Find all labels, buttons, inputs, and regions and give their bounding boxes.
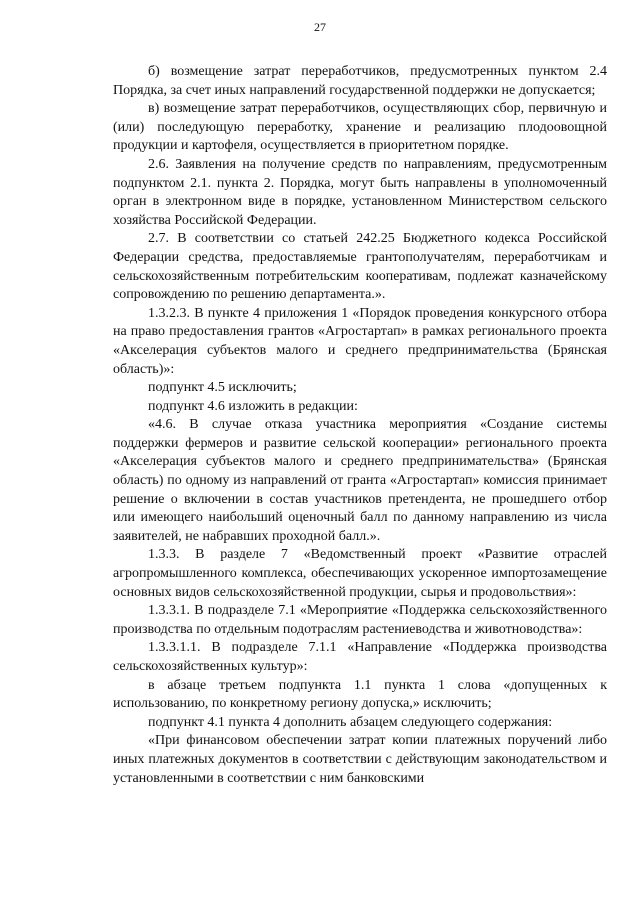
page-number: 27 — [314, 20, 326, 34]
paragraph-4-1-add: подпункт 4.1 пункта 4 дополнить абзацем следующего содержания: — [148, 714, 553, 730]
paragraph-2-6: 2.6. Заявления на получение средств по направлениям, предусмотренным подпунктом 2.1. пункта 2. Порядка, могут быть направлены в уполномоченный орган в электронном виде в порядке, установленном Министерством сельского хозяйства Российской Федерации. — [113, 156, 607, 228]
paragraph-b-processors: б) возмещение затрат переработчиков, предусмотренных пунктом 2.4 Порядка, за счет иных направлений государственной поддержки не допускается; — [113, 64, 607, 98]
document-body — [113, 63, 607, 788]
paragraph-1-3-2-3: 1.3.2.3. В пункте 4 приложения 1 «Порядок проведения конкурсного отбора на право предоставления грантов «Агростартап» в рамках регионального проекта «Акселерация субъектов малого и среднего предпринимательства (Брянская область)»: — [113, 305, 607, 377]
paragraph-2-7: 2.7. В соответствии со статьей 242.25 Бюджетного кодекса Российской Федерации средства, предоставляемые грантополучателям, переработчикам и сельскохозяйственным потребительским кооперативам, подлежат казначейскому сопровождению по решению департамента.». — [113, 231, 607, 303]
paragraph-financial-support: «При финансовом обеспечении затрат копии платежных поручений либо иных платежных документов в соответствии с действующим законодательством и установленными в соответствии с ним банковскими — [113, 733, 607, 786]
paragraph-v-processors: в) возмещение затрат переработчиков, осуществляющих сбор, первичную и (или) последующую переработку, хранение и реализацию плодоовощной продукции и картофеля, осуществляется в приоритетном порядке. — [113, 101, 607, 154]
paragraph-revise-4-6: подпункт 4.6 изложить в редакции: — [148, 398, 358, 414]
paragraph-4-6-text: «4.6. В случае отказа участника мероприятия «Создание системы поддержки фермеров и развитие сельской кооперации» регионального проекта «Акселерация субъектов малого и среднего предпринимательства» (Брянская область) по одному из направлений от гранта «Агростартап» комиссия принимает решение о включении в состав участников претендента, не прошедшего отбор или имеющего наибольший оценочный балл по данному направлению из числа заявителей, не набравших проходной балл.». — [113, 417, 607, 544]
paragraph-abzac-1-1: в абзаце третьем подпункта 1.1 пункта 1 слова «допущенных к использованию, по конкретному региону допуска,» исключить; — [113, 677, 607, 712]
paragraph-1-3-3: 1.3.3. В разделе 7 «Ведомственный проект «Развитие отраслей агропромышленного комплекса, обеспечивающих ускоренное импортозамещение основных видов сельскохозяйственной продукции, сырья и продовольствия»: — [113, 547, 607, 600]
paragraph-1-3-3-1: 1.3.3.1. В подразделе 7.1 «Мероприятие «Поддержка сельскохозяйственного производства по отдельным подотраслям растениеводства и животноводства»: — [113, 603, 607, 637]
paragraph-exclude-4-5: подпункт 4.5 исключить; — [148, 380, 297, 396]
paragraph-1-3-3-1-1: 1.3.3.1.1. В подразделе 7.1.1 «Направление «Поддержка производства сельскохозяйственных культур»: — [113, 640, 607, 674]
